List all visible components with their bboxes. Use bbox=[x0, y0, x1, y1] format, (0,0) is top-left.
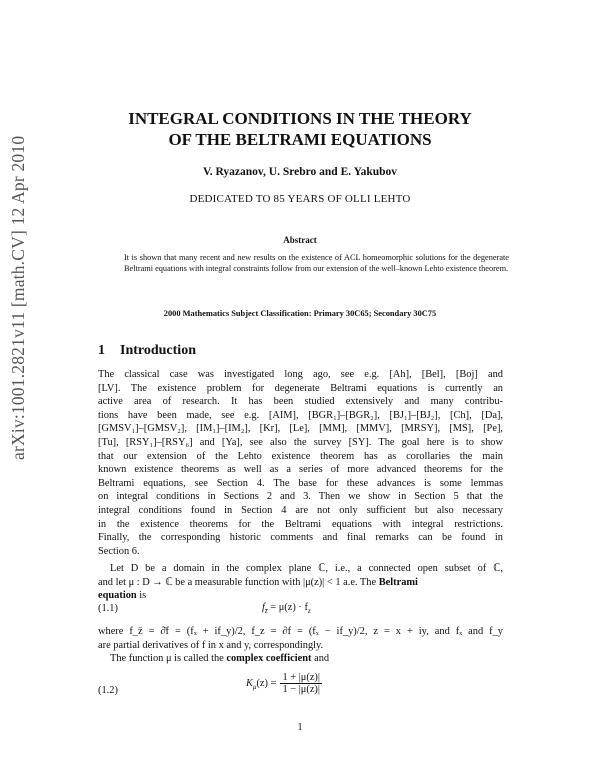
msc-classification: 2000 Mathematics Subject Classification: Primary 30C65; Secondary 30C75 bbox=[163, 309, 437, 318]
equation-label-1-2: (1.2) bbox=[98, 685, 118, 696]
eq1-rhs: = μ(z) · f bbox=[270, 602, 308, 613]
intro-line: [GMSV₁]–[GMSV₂], [IM₁]–[IM₂], [Kr], [Le], [MM], [MMV], [MRSY], [MS], [Pe], bbox=[98, 423, 503, 435]
title-line-1: INTEGRAL CONDITIONS IN THE THEORY bbox=[128, 109, 472, 128]
para2-line bbox=[98, 576, 503, 590]
eq2-numerator: 1 + |μ(z)| bbox=[282, 672, 320, 683]
equation-1-2 bbox=[246, 672, 322, 695]
where-line: where f_z̄ = ∂̄f = (fₓ + if_y)/2, f_z = ∂f = (fₓ − if_y)/2, z = x + iy, and fₓ and f_y bbox=[98, 626, 503, 637]
abstract-heading: Abstract bbox=[283, 235, 317, 245]
complex-coefficient-term: complex coefficient bbox=[226, 653, 312, 665]
intro-line: on integral conditions in Sections 2 and 3. Then we show in Section 5 that the bbox=[98, 491, 503, 503]
section-number: 1 bbox=[98, 343, 105, 358]
paper-title bbox=[60, 108, 540, 150]
where-paragraph bbox=[98, 625, 503, 666]
intro-line: active area of research. It has been studied extensively and many contribu- bbox=[98, 396, 503, 408]
section-heading bbox=[98, 343, 196, 359]
definition-paragraph bbox=[98, 562, 503, 603]
title-line-2: OF THE BELTRAMI EQUATIONS bbox=[168, 130, 432, 149]
dedication: DEDICATED TO 85 YEARS OF OLLI LEHTO bbox=[189, 193, 411, 205]
equation-1-1 bbox=[262, 602, 311, 615]
where-line: are partial derivatives of f in x and y, correspondingly. bbox=[98, 639, 324, 651]
intro-line: tions have been made, see e.g. [AIM], [BGR₁]–[BGR₂], [BJ₁]–[BJ₂], [Ch], [Da], bbox=[98, 409, 503, 421]
function-text: and bbox=[311, 653, 330, 665]
eq1-lhs-sub: z̄ bbox=[264, 607, 268, 616]
intro-line: in the existence theorems for the Beltrami equations with integral restrictions. bbox=[98, 518, 503, 530]
eq2-lhs: K bbox=[246, 677, 253, 689]
eq1-rhs-sub: z bbox=[307, 607, 311, 616]
equation-term: equation bbox=[98, 590, 137, 602]
authors: V. Ryazanov, U. Srebro and E. Yakubov bbox=[202, 166, 398, 178]
intro-line: that our extension of the Lehto existence theorem has as corollaries the main bbox=[98, 450, 503, 462]
beltrami-term: Beltrami bbox=[378, 576, 418, 588]
equation-label-1-1: (1.1) bbox=[98, 603, 118, 614]
page-number: 1 bbox=[297, 722, 303, 733]
eq2-denominator: 1 − |μ(z)| bbox=[282, 684, 320, 695]
para2-line bbox=[98, 589, 503, 603]
intro-line: Finally, the corresponding historic comments and final remarks can be found in bbox=[98, 532, 503, 544]
intro-line: Section 6. bbox=[98, 545, 140, 557]
eq1-lhs: f bbox=[262, 602, 265, 613]
intro-line: integral conditions found in Section 4 are not only sufficient but also necessary bbox=[98, 504, 503, 516]
eq2-lhs-arg: (z) = bbox=[256, 677, 277, 689]
function-line bbox=[98, 652, 503, 666]
eq2-lhs-sub: μ bbox=[252, 682, 257, 691]
para2-text: and let μ : D → ℂ be a measurable function with |μ(z)| < 1 a.e. The bbox=[98, 576, 379, 588]
intro-paragraph bbox=[98, 368, 503, 558]
para2-line: Let D be a domain in the complex plane ℂ, i.e., a connected open subset of ℂ, bbox=[110, 563, 503, 574]
abstract-text: It is shown that many recent and new results on the existence of ACL homeomorphic solutions for the degenerate Beltrami equations with integral constraints follow from our extension of the well–known Lehto existence theorem. bbox=[124, 253, 509, 274]
intro-line: [LV]. The existence problem for degenerate Beltrami equations is currently an bbox=[98, 382, 503, 394]
para2-text: is bbox=[136, 590, 147, 602]
function-text: The function μ is called the bbox=[110, 653, 227, 665]
eq2-fraction bbox=[280, 672, 322, 695]
intro-line: Beltrami equations, see Section 4. The base for these advances is some lemmas bbox=[98, 477, 503, 489]
section-title: Introduction bbox=[120, 343, 196, 358]
intro-line: The classical case was investigated long ago, see e.g. [Ah], [Bel], [Boj] and bbox=[98, 369, 503, 380]
intro-line: [Tu], [RSY₁]–[RSY₆] and [Ya], see also the survey [SY]. The goal here is to show bbox=[98, 436, 503, 448]
intro-line: known existence theorems as well as a series of more advanced theorems for the bbox=[98, 464, 503, 476]
arxiv-identifier: arXiv:1001.2821v11 [math.CV] 12 Apr 2010 bbox=[8, 135, 28, 460]
